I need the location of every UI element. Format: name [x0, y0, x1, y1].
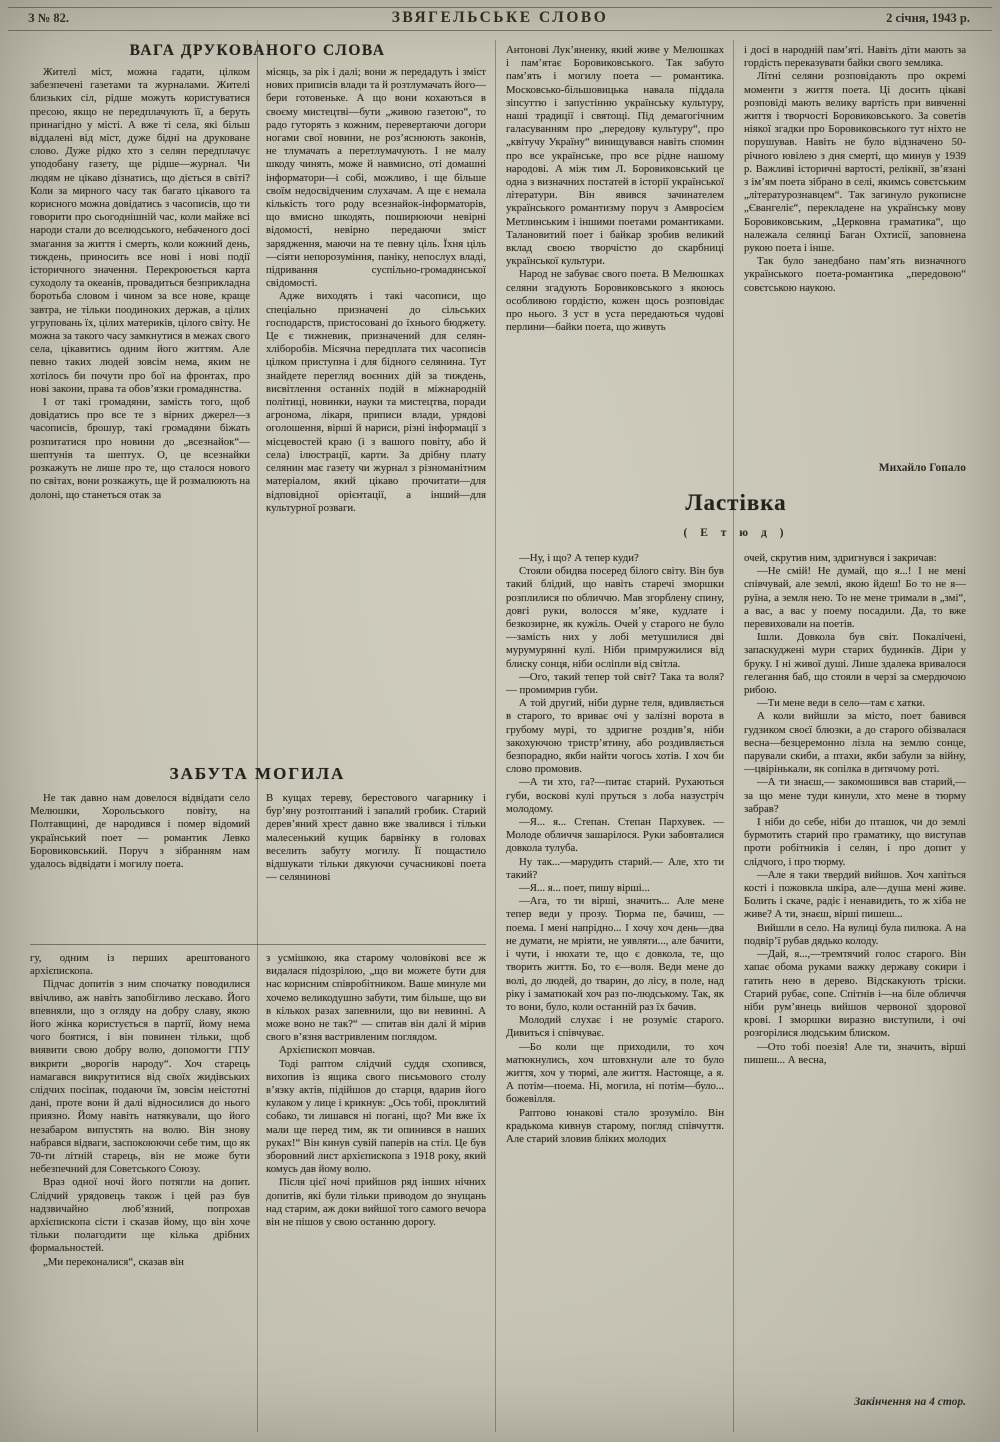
article-bottom-column-2: з усмішкою, яка старому чоловікові все ж видалася підозрілою, „що ви можете бути для нас корисним співробітником. Ваше минуле ми хочемо великодушно забути, тим більше, що ви в кількох разах запевнили, що ви невинні. А може воно не так?“ — спитав він далі й мірив свого в’язня вастривленим поглядом. Архієпископ мовчав. Тоді раптом слідчий суддя схопився, вихопив із ящика свого письмового столу в’язку актів, підійшов до старця, вдарив його кулаком у лице і крикнув: „Ось тобі, проклятий собако, ти лишався ні погані, що? Ми вже їх мали ще перед тим, як ти опинився в наших руках!“ Він кинув сувій паперів на стіл. Це був зборовний лист архієпископа з 1918 року, який комусь дав йому волю. Після цієї ночі прийшов ряд інших нічних допитів, які були тільки приводом до знущань над старим, аж доки вийшої того самого вечора він не пішов у свою останню дорогу.: [266, 952, 486, 1229]
masthead: ЗВЯГЕЛЬСЬКЕ СЛОВО: [391, 9, 609, 26]
continuation-note: Закінчення на 4 стор.: [854, 1396, 966, 1408]
article-subtitle-lastivka: ( Е т ю д ): [683, 527, 789, 539]
author-signature: Михайло Гопало: [878, 462, 966, 474]
page-date: 2 січня, 1943 р.: [886, 11, 970, 25]
article-title-mohyla: ЗАБУТА МОГИЛА: [169, 764, 346, 783]
issue-number: З № 82.: [28, 11, 70, 25]
article-bottom-column-1: гу, одним із перших арештованого архієпископа. Підчас допитів з ним спочатку поводилися ввічливо, аж навіть запобігливо лескаво. Його впевняли, що з огляду на добру славу, якою його жінка користується в партії, йому нема чого боятися, і він повинен тільки, щоб виявити свою добру волю, допомогти ГПУ викрити „ворогів народу“. Хоч старець намагався викрутитися від своїх жидівських слідчих посіпак, подаючи їм, зовсім неістотні дані, проте вони й далі відносилися до нього приязно. Йому навіть натякували, що його незабаром випустять на волю. Він знову набрався відваги, заспокоюючи себе тим, що як 70-ти літній старець, він не може бути небезпечний для Советського Союзу. Враз одної ночі його потягли на допит. Слідчий урядовець також і цей раз був надзвичайно люб’язний, попрохав архієпископа сісти і сказав йому, що він хоче тільки полагодити ще кілька дрібних формальностей. „Ми переконалися“, сказав він: [30, 952, 250, 1268]
column-divider-1: [257, 40, 258, 1432]
article-lastivka-column-1: —Ну, і що? А тепер куди? Стояли обидва посеред білого світу. Він був такий блідий, що навіть старечі зморшки розплилися по обличчю. Мав згорблену спину, довгі руки, волосся м’яке, кудлате і безкозирне, як кужіль. Очей у старого не було—замість них у лобі метушилися дві мурумурянні кулі. Ніби примружилися від блиску сонця, ніби осліпли від світла. —Ого, такий тепер той світ? Така та воля? — промимрив губи. А той другий, ніби дурне теля, вдивляється в старого, то вриває очі у залізні ворота в грубому мурі, то здригне роздив’я, ніби закохуючою тристр’ятину, або роздивляється безпорадно, якби найти чогось хотів. І хоч би слово промовив. —А ти хто, га?—питає старий. Рухаються губи, воскові кулі пруться з лоба назустріч молодому. —Я... я... Степан. Степан Пархувек. — Молоде обличчя зашарілося. Руки забовталися довкола тулуба. Ну так...—марудить старий.— Але, хто ти такий? —Я... я... поет, пишу вірші... —Ага, то ти вірші, значить... Але мене тепер веди у прозу. Тюрма пе, бачиш, — поема. І мені напрідно... І хочу хоч день—два не думати, не мріяти, не уявляти..., але бачити, і чути, і нюхати те, що є довкола, те, що творить життя. Бо, то є—воля. Веди мене до волі, до людей, до тварин, до лісу, в поле, над ріку і заматюкай хоч раз по-людському. Так, як то вони, було, коли останній раз їх бачив. Молодий слухає і не розуміє старого. Дивиться і співчуває. —Бо коли ще приходили, то хоч матюкнулись, хоч штовхнули але то було життя, хоч у тюрмі, але життя. Настояще, а я. А потім—поема. Ні, могила, ні потім—було... божевілля. Раптово юнакові стало зрозуміло. Він крадькома кивнув старому, погляд співчуття. Але старий зловив бліких молодих: [506, 552, 724, 1145]
column-divider-3: [733, 40, 734, 1432]
article-vaha-column-1: Жителі міст, можна гадати, цілком забезпечені газетами та журналами. Жителі близьких сіл, рідше можуть користуватися пресою, якщо не передплачують її, а беруть принагідно у місті. А вже ті села, які більш віддалені від міст, дуже бідні на друковане слово. Дуже рідко хто з селян передплачує уподобану газету, ще рідше—журнал. Чи людям не цікаво дізнатись, що діється в світі? Коли за мирного часу так багато цікавого та корисного можна довідатись з часописів, що ти говорити про сьогоднішній час, коли майже всі народи стали до вселюдського, небаченого досі змагання за життя і смерть, коли кожний день, тиждень, приносить все нові і нові події історичного значення. Перекроюється карта суходолу та океанів, провадиться безприкладна боротьба словом і чином за все нове, краще завтра, не тільки поодиноких держав, а цілих угруповань їх, цілих материків, цілого світу. Не можна за такого часу замкнутися в межах свого села, цікавитись одним його життям. Але певно таких людей зовсім нема, яким не хотілось би почути про бої на фронтах, про нові закони, права та обов’язки громадянства. І от такі громадяни, замість того, щоб довідатись про все те з вірних джерел—з часописів, брошур, такі громадяни біжать розпитатися про новини до „всезнайок“—шептунів та шептух. О, це всезнайки розкажуть не лише про те, що сталося нового по світах, вони розкажуть, ще й розмалюють на долоні, що станеться отак за: [30, 66, 250, 501]
article-mohyla-column-2: В кущах тереву, берестового чагарнику і бур’яну розтоптаний і запалий гробик. Старий дерев’яний хрест давно вже звалився і тільки малесенький кущик барвінку в головах веселить забуту могилу. Її пощастило відшукати тільки дякуючи сучасникові поета — селянинові: [266, 792, 486, 884]
article-title-lastivka: Ластівка: [685, 490, 787, 515]
article-mohyla-column-1: Не так давно нам довелося відвідати село Мелюшки, Хорольського повіту, на Полтавщині, де народився і помер відомий український поет — романтик Левко Боровиковський. Поруч з зібранням нам удалось відвідати і могилу поета.: [30, 792, 250, 871]
article-vaha-column-2: місяць, за рік і далі; вони ж передадуть і зміст нових приписів влади та й розтлумачать його—бери готовеньке. А що вони кохаються в своєму мистецтві—бути „живою газетою“, то радо гуторять з кожним, перевертаючи догори ногами свої новини, не роз’яснюють законів, не тлумачать а перетлумачують. І не малу шкоду чинять, може й навмисно, оті домашні інформатори—і собі, можливо, і ще більше своїм недосвідченим слухачам. А ще є немала кількість того роду всезнайок-інформаторів, що вмисно шкодять, поширюючи невірні відомості, невірно передаючи зміст зарядження, маючи на те певну ціль. Їхня ціль—сіяти непорозуміння, паніку, непослух владі, підривання суспільно-громадянської свідомості. Адже виходять і такі часописи, що спеціально призначені до сільських господарств, пристосовані до їхнього бюджету. Це є тижневик, призначений для селян-хліборобів. Місячна передплата тих часописів цілком приступна і для бідного селянина. Тут знайдете перегляд воєнних дій за тиждень, висвітлення останніх подій в міжнародній політиці, новинки, науки та мистецтва, поради агронома, лікаря, приписи влади, урядові оголошення, вірші й нариси, різні інформації з місцевостей краю (і з вашого повіту, або й села) ілюстрації, карти. За дрібну плату селянин має газету чи журнал з різноманітним матеріалом, який цікаво прочитати—для відповідної орієнтації, а інший—для культурної розваги.: [266, 66, 486, 514]
article-lastivka-column-2: очей, скрутив ним, здригнувся і закричав: —Не смій! Не думай, що я...! І не мені співчувай, але землі, якою йдеш! Бо то не я—руїна, а земля нею. То не мене тримали в „змі“, а вас, а вас у поему посадили. Да, то вже перевиховали на поетів. Ішли. Довкола був світ. Покалічені, запаскуджені мури старих будинків. Діри у бруку. І ні живої душі. Лише здалека вривалося гелегання баб, що стояли в черзі за смердючою рибою. —Ти мене веди в село—там є хатки. А коли вийшли за місто, поет бавився гудзиком своєї блюзки, а до старого обізвалася весна—безцеремонно лізла на землю сонце, парували скиби, а птахи, якби забули за війну,—цвірінькали, як сопілка в дитячому роті. —А ти знаєш,— закомошився вав старий,—за що мене туди кинули, хто мене в тюрму забрав? І ніби до себе, ніби до пташок, чи до землі бурмотить старий про граматику, що виступав проти робітників і селян, і про допит у слідчого, і про тюрму. —Але я таки твердий вийшов. Хоч хапіться кості і пожовкла шкіра, але—душа мені живе. Болить і скаче, радіє і ненавидить, то ж хіба не живе? А ти, знаєш, вірші пишеш... Вийшли в село. На вулиці була пилюка. А на подвір’ї рубав дядько колоду. —Дай, я...,—тремтячий голос старого. Він хапає обома руками важку державу сокири і гатить нею в дерево. Відскакують тріски. Старий рубає, сопе. Спітнів і—на біле обличчя ніби рум’янець вийшов червоної здорової крові. І зморшки виразно виступили, і очі розгорілися людським блиском. —Ото тобі поезія! Але ти, значить, вірші пишеш... А весна,: [744, 552, 966, 1066]
top-rule: [8, 7, 992, 8]
header-rule: [8, 30, 992, 31]
column-divider-2: [495, 40, 496, 1432]
article-borovykovsky-column-2: і досі в народній пам’яті. Навіть діти мають за гордість переказувати байки свого земляка. Літні селяни розповідають про окремі моменти з життя поета. Ці досить цікаві розповіді мають велику вартість при вивченні життя і творчості Боровиковського. За советів ніякої згадки про Боровиковського тут ніхто не порушував. Навіть не було відзначено 50-річного ювілею з дня смерті, що минув у 1939 р. Важливі історичні вартості, реліквії, зв’язані з ім’ям поета зібрано в селі, якимсь совєтським „літературознавцем“. Так загинуло рукописне „Євангеліє“, перекладене на українську мову Боровиковським, „Церковна граматика“, що належала селянці Баган Охтисії, заповнена рукою поета і інше. Так було занедбано пам’ять визначного українського поета-романтика „передовою“ совєтською наукою.: [744, 44, 966, 294]
article-title-vaha: ВАГА ДРУКОВАНОГО СЛОВА: [129, 42, 386, 59]
section-rule: [30, 944, 486, 945]
article-borovykovsky-column-1: Антонові Лук’яненку, який живе у Мелюшках і пам’ятає Боровиковського. Так забуто пам’ять і могилу поета — романтика. Московсько-більшовицька навала піддала зіпсуттю і запустінню українську культуру, наші традиції і святощі. Під демагогічним галасуванням про „передову культуру“, про „квітучу Україну“ винищувався навіть спомин про все українське, про все рідне нашому народові. А між тим Л. Боровиковський це одна з визначних постатей в історії української літератури. Він явився зачинателем українського романтизму поруч з Амвросієм Метлинським і іншими поетами романтиками. Талановитий поет і байкар зробив великий вклад своєю творчістю до скарбниці української культури. Народ не забуває свого поета. В Мелюшках селяни згадують Боровиковського з якоюсь особливою гордістю, кожен щось розповідає про нього. З уст в уста передаються чудові перлини—байки поета, що живуть: [506, 44, 724, 334]
